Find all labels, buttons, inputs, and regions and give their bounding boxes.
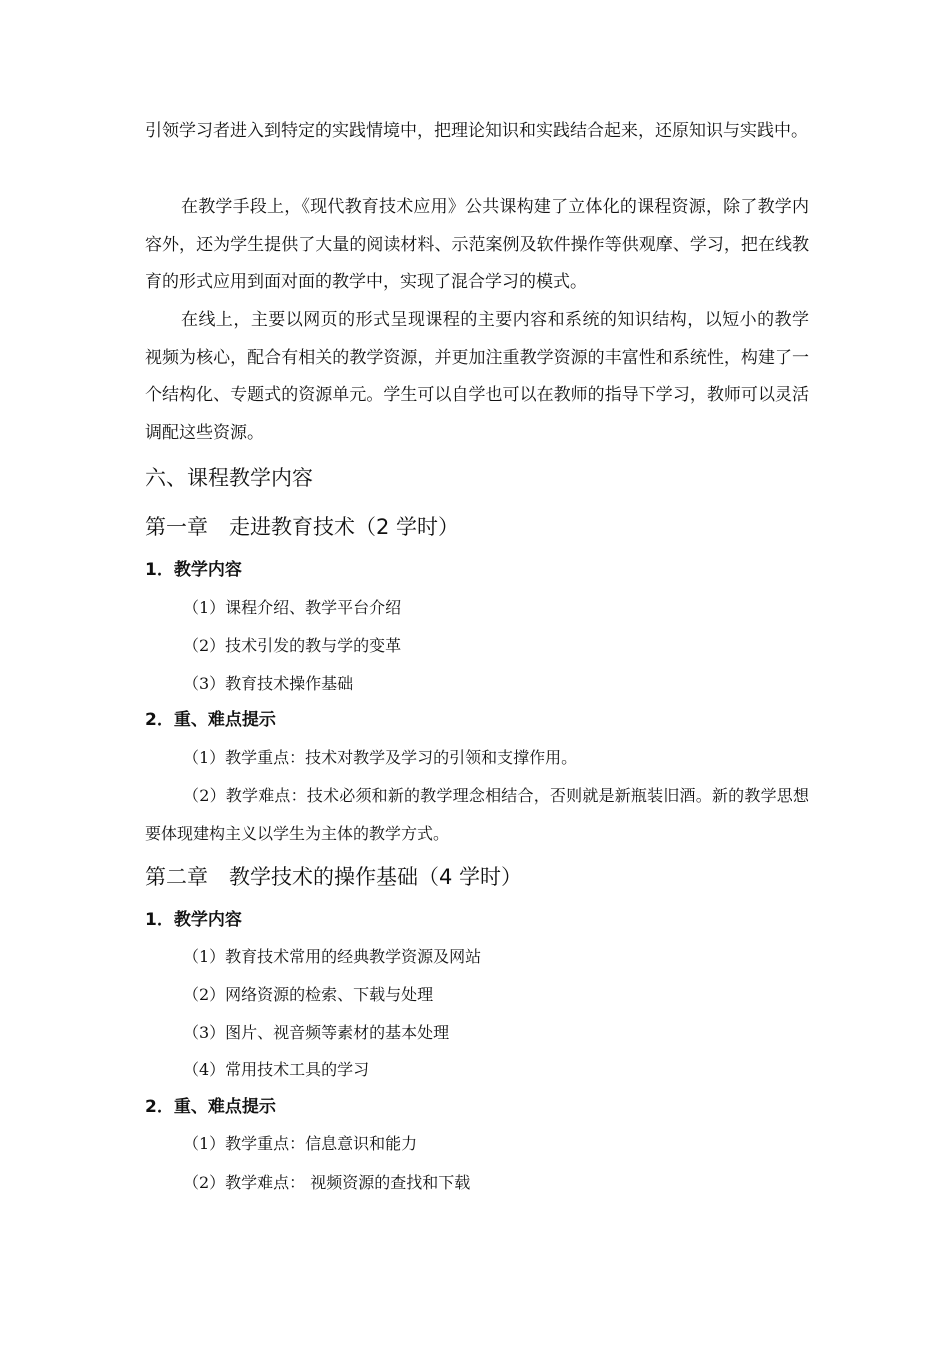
chapter-2-content-heading: 1．教学内容 bbox=[145, 910, 242, 930]
chapter-1-content-heading: 1．教学内容 bbox=[145, 560, 242, 580]
chapter-2-item: （2）网络资源的检索、下载与处理 bbox=[183, 985, 434, 1004]
paragraph-continuation: 引领学习者进入到特定的实践情境中，把理论知识和实践结合起来，还原知识与实践中。 bbox=[145, 121, 808, 141]
chapter-1-item: （3）教育技术操作基础 bbox=[183, 674, 354, 693]
chapter-1-item: （2）技术引发的教与学的变革 bbox=[183, 636, 402, 655]
paragraph-teaching-means: 在教学手段上，《现代教育技术应用》公共课构建了立体化的课程资源，除了教学内容外，还为学生提供了大量的阅读材料、示范案例及软件操作等供观摩、学习，把在线教育的形式应用到面对面的教学中，实现了混合学习的模式。 bbox=[145, 197, 809, 292]
chapter-2-item: （1）教育技术常用的经典教学资源及网站 bbox=[183, 947, 482, 966]
paragraph-online: 在线上，主要以网页的形式呈现课程的主要内容和系统的知识结构，以短小的教学视频为核心，配合有相关的教学资源，并更加注重教学资源的丰富性和系统性，构建了一个结构化、专题式的资源单元。学生可以自学也可以在教师的指导下学习，教师可以灵活调配这些资源。 bbox=[145, 310, 809, 443]
chapter-2-key-heading: 2．重、难点提示 bbox=[145, 1097, 276, 1117]
chapter-2-key-point: （1）教学重点：信息意识和能力 bbox=[183, 1134, 418, 1153]
chapter-2-item: （3）图片、视音频等素材的基本处理 bbox=[183, 1023, 450, 1042]
section-title: 六、课程教学内容 bbox=[145, 466, 313, 490]
chapter-2-item: （4）常用技术工具的学习 bbox=[183, 1060, 370, 1079]
chapter-1-key-point: （1）教学重点：技术对教学及学习的引领和支撑作用。 bbox=[183, 748, 578, 767]
chapter-1-title: 第一章 走进教育技术（2 学时） bbox=[145, 515, 460, 539]
chapter-1-item: （1）课程介绍、教学平台介绍 bbox=[183, 598, 402, 617]
chapter-2-key-point: （2）教学难点： 视频资源的查找和下载 bbox=[183, 1173, 471, 1192]
chapter-2-title: 第二章 教学技术的操作基础（4 学时） bbox=[145, 865, 523, 889]
chapter-1-key-point: （2）教学难点：技术必须和新的教学理念相结合，否则就是新瓶装旧酒。新的教学思想要体现建构主义以学生为主体的教学方式。 bbox=[145, 786, 809, 843]
chapter-1-key-heading: 2．重、难点提示 bbox=[145, 710, 276, 730]
